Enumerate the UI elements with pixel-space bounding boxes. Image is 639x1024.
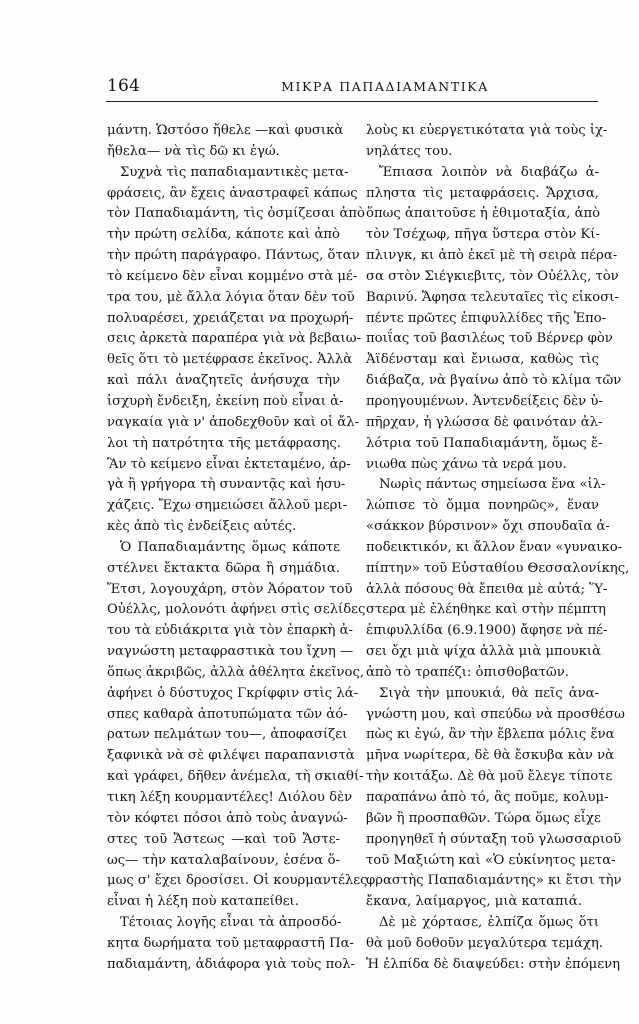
text-line: τὸ κείμενο δὲν εἶναι κομμένο στὰ μέ- bbox=[107, 268, 358, 284]
text-line: τὸν κόφτει πόσοι ἀπὸ τοὺς ἀναγνώ- bbox=[107, 810, 348, 826]
text-line: Τέτοιας λογῆς εἶναι τὰ ἀπροσδό- bbox=[120, 915, 342, 931]
text-line: λώπισε τὸ ὄμμα πονηρῶς», ἕναν bbox=[366, 498, 599, 514]
text-line: κὲς ἀπὸ τὶς ἐνδείξεις αὐτές. bbox=[107, 519, 297, 535]
text-line: προηγηθεῖ ἡ σύνταξη τοῦ γλωσσαριοῦ bbox=[366, 831, 622, 847]
text-line: μῆνα νωρίτερα, δὲ θὰ ἔσκυβα κὰν νὰ bbox=[366, 748, 615, 764]
text-line: ξαφνικὰ νὰ σὲ φιλέψει παραπανιστὰ bbox=[107, 748, 355, 764]
text-line: χάζεις. Ἔχω σημειώσει ἄλλοῦ μερι- bbox=[107, 498, 348, 514]
text-line: μάντη. Ὡστόσο ἤθελε —καὶ φυσικὰ bbox=[107, 123, 344, 138]
text-line: Νωρὶς πάντως σημείωσα ἕνα «ἰλ- bbox=[379, 477, 606, 493]
text-line: σπες καθαρὰ ἀποτυπώματα τῶν ἀό- bbox=[107, 706, 348, 722]
text-line: διάβαζα, νὰ βγαίνω ἀπὸ τὸ κλίμα τῶν bbox=[366, 373, 622, 389]
text-line: μως σ' ἔχει δροσίσει. Οἱ κουρμαντέλες bbox=[107, 873, 368, 889]
text-line: ναγκαία γιὰ ν' ἀποδεχθοῦν καὶ οἱ ἄλ- bbox=[107, 414, 360, 430]
text-line: τὴν πρώτη σελίδα, κάποτε καὶ ἀπὸ bbox=[107, 227, 340, 243]
running-title: ΜΙΚΡΑ ΠΑΠΑΔΙΑΜΑΝΤΙΚΑ bbox=[281, 79, 489, 94]
text-line: Δὲ μὲ χόρτασε, ἐλπίζα ὅμως ὅτι bbox=[379, 915, 599, 931]
text-line: νηλάτες του. bbox=[366, 143, 453, 159]
text-line: ἔκανα, λαίμαργος, μιὰ καταπιά. bbox=[366, 894, 582, 910]
text-line: ποιΐας τοῦ βασιλέως τοῦ Βέρνερ φὸν bbox=[366, 331, 613, 347]
text-line: προηγουμένων. Ἀντενδείξεις δὲν ὑ- bbox=[366, 393, 603, 409]
text-line: ἀλλὰ πόσους θὰ ἔπειθα μὲ αὐτά; Ὕ- bbox=[366, 581, 608, 597]
text-line: Ἂν τὸ κείμενο εἶναι ἐκτεταμένο, ἀρ- bbox=[107, 456, 351, 472]
text-line: του τὰ εὐδιάκριτα γιὰ τὸν ἐπαρκὴ ἀ- bbox=[107, 623, 353, 639]
text-line: Συχνὰ τὶς παπαδιαμαντικὲς μετα- bbox=[120, 164, 349, 180]
text-line: σει ὄχι μιὰ ψίχα ἀλλὰ μιὰ μπουκιὰ bbox=[366, 644, 601, 660]
text-line: Ὁ Παπαδιαμάντης ὅμως κάποτε bbox=[120, 539, 340, 555]
text-line: θὰ μοῦ δοθοῦν μεγαλύτερα τεμάχη. bbox=[366, 935, 603, 951]
text-line: ἤθελα— νὰ τὶς δῶ κι ἐγώ. bbox=[107, 143, 280, 159]
text-line: τοῦ Μαξιώτη καὶ «Ὁ εὐκίνητος μετα- bbox=[366, 852, 616, 868]
text-line: λότρια τοῦ Παπαδιαμάντη, ὅμως ἔ- bbox=[366, 435, 603, 451]
text-line: τρα του, μὲ ἄλλα λόγια ὅταν δὲν τοῦ bbox=[107, 289, 355, 305]
text-line: στες τοῦ Ἄστεως —καὶ τοῦ Ἄστε- bbox=[107, 831, 340, 847]
text-line: πέντε πρῶτες ἐπιφυλλίδες τῆς Ἐπο- bbox=[366, 310, 607, 326]
text-line: ἀπὸ τὸ τραπέζι: ὀπισθοβατῶν. bbox=[366, 664, 569, 680]
text-line: στερα μὲ ἐλέηθηκε καὶ στὴν πέμπτη bbox=[366, 602, 606, 618]
text-line: πολυαρέσει, χρειάζεται να προχωρή- bbox=[107, 310, 354, 326]
text-line: καὶ γράφει, δῆθεν ἀνέμελα, τὴ σκιαθί- bbox=[107, 769, 364, 785]
text-line: Ἔπιασα λοιπὸν νὰ διαβάζω ἀ- bbox=[379, 164, 599, 180]
text-line: τὴν πρώτη παράγραφο. Πάντως, ὅταν bbox=[107, 248, 360, 264]
text-line: ὅπως ἀκριβῶς, ἀλλὰ ἀθέλητα ἐκεῖνος, bbox=[107, 664, 365, 680]
text-line: Βαρινύ. Ἄφησα τελευταῖες τὶς εἰκοσι- bbox=[366, 289, 619, 305]
text-line: ἀφήνει ὁ δύστυχος Γκρίφφιν στὶς λά- bbox=[107, 685, 359, 701]
text-line: πληστα τὶς μεταφράσεις. Ἄρχισα, bbox=[366, 185, 599, 201]
page-number: 164 bbox=[107, 76, 141, 96]
header-rule bbox=[106, 101, 598, 102]
text-line: Σιγὰ τὴν μπουκιά, θὰ πεῖς ἀνα- bbox=[379, 685, 599, 701]
text-line: ἰσχυρὴ ἔνδειξη, ἐκείνη ποὺ εἶναι ἀ- bbox=[107, 393, 344, 409]
text-line: λοὺς κι εὐεργετικότατα γιὰ τοὺς ἰχ- bbox=[366, 123, 608, 138]
text-line: θεῖς ὅτι τὸ μετέφρασε ἐκεῖνος. Ἀλλὰ bbox=[107, 352, 353, 368]
text-line: πὼς κι ἐγώ, ἂν τὴν ἔβλεπα μόλις ἕνα bbox=[366, 727, 615, 743]
text-line: τικη λέξη κουρμαντέλες! Διόλου δὲν bbox=[107, 790, 353, 805]
left-column bbox=[107, 121, 368, 976]
text-line: πλινγκ, κι ἀπὸ ἐκεῖ μὲ τὴ σειρὰ πέρα- bbox=[366, 248, 618, 264]
text-line: σεις ἀρκετὰ παραπέρα γιὰ νὰ βεβαιω- bbox=[107, 331, 361, 347]
text-line: στέλνει ἔκτακτα δῶρα ἢ σημάδια. bbox=[107, 560, 340, 576]
text-line: ποδεικτικόν, κι ἄλλον ἕναν «γυναικο- bbox=[366, 539, 623, 555]
text-line: Ἔτσι, λογουχάρη, στὸν Ἀόρατον τοῦ bbox=[107, 581, 353, 597]
text-line: Ἀϊδένσταμ καὶ ἔνιωσα, καθὼς τὶς bbox=[366, 352, 599, 368]
text-line: βῶν ἢ προσπαθῶν. Τώρα ὅμως εἶχε bbox=[366, 810, 601, 826]
text-line: εἶναι ἡ λέξη ποὺ καταπείθει. bbox=[107, 894, 299, 910]
text-line: ρατων πελμάτων του—, ἀποφασίζει bbox=[107, 727, 348, 743]
text-line: ναγνώστη μεταφραστικὰ του ἴχνη — bbox=[107, 644, 354, 660]
text-line: σα στὸν Σιέγκιεβιτς, τὸν Οὐέλλς, τὸν bbox=[366, 268, 619, 284]
text-line: κητα δωρήματα τοῦ μεταφραστῆ Πα- bbox=[107, 935, 354, 951]
text-line: πίπτην» τοῦ Εὐσταθίου Θεσσαλονίκης, bbox=[366, 560, 630, 576]
text-line: παδιαμάντη, ἀδιάφορα γιὰ τοὺς πολ- bbox=[107, 956, 356, 972]
text-line: «σάκκον βύρσινον» ὄχι σπουδαῖα ἀ- bbox=[366, 519, 610, 535]
text-line: γνώστη μου, καὶ σπεύδω νὰ προσθέσω bbox=[366, 706, 625, 722]
text-line: φράσεις, ἂν ἔχεις ἀναστραφεῖ κάπως bbox=[107, 185, 358, 201]
text-line: γὰ ἢ γρήγορα τὴ συναντᾷς καὶ ἡσυ- bbox=[107, 477, 346, 493]
text-line: λοι τὴ πατρότητα τῆς μετάφρασης. bbox=[107, 435, 341, 451]
text-line: Ἡ ἐλπίδα δὲ διαψεύδει: στὴν ἑπόμενη bbox=[366, 956, 620, 972]
text-line: ως— τὴν καταλαβαίνουν, ἐσένα ὅ- bbox=[107, 852, 340, 868]
text-line: παραπάνω ἀπὸ τό, ἂς ποῦμε, κολυμ- bbox=[366, 790, 609, 805]
text-line: καὶ πάλι ἀναζητεῖς ἀνήσυχα τὴν bbox=[107, 373, 340, 389]
right-column bbox=[366, 121, 630, 976]
text-line: φραστὴς Παπαδιαμάντης» κι ἔτσι τὴν bbox=[366, 873, 622, 889]
text-line: νιωθα πὼς χάνω τὰ νερά μου. bbox=[366, 456, 567, 472]
text-line: τὸν Παπαδιαμάντη, τὶς ὀσμίζεσαι ἀπὸ bbox=[107, 206, 365, 222]
text-line: τὸν Τσέχωφ, πῆγα ὕστερα στὸν Κί- bbox=[366, 227, 600, 243]
text-line: τὴν κοιτάξω. Δὲ θὰ μοῦ ἔλεγε τίποτε bbox=[366, 769, 613, 785]
text-line: Οὐέλλς, μολονότι ἀφήνει στὶς σελίδες bbox=[107, 602, 366, 618]
text-line: ὅπως ἀπαιτοῦσε ἡ ἐθιμοταξία, ἀπὸ bbox=[366, 206, 601, 222]
text-line: πῆρχαν, ἡ γλώσσα δὲ φαινόταν ἀλ- bbox=[366, 414, 603, 430]
text-line: ἐπιφυλλίδα (6.9.1900) ἄφησε νὰ πέ- bbox=[366, 623, 608, 639]
